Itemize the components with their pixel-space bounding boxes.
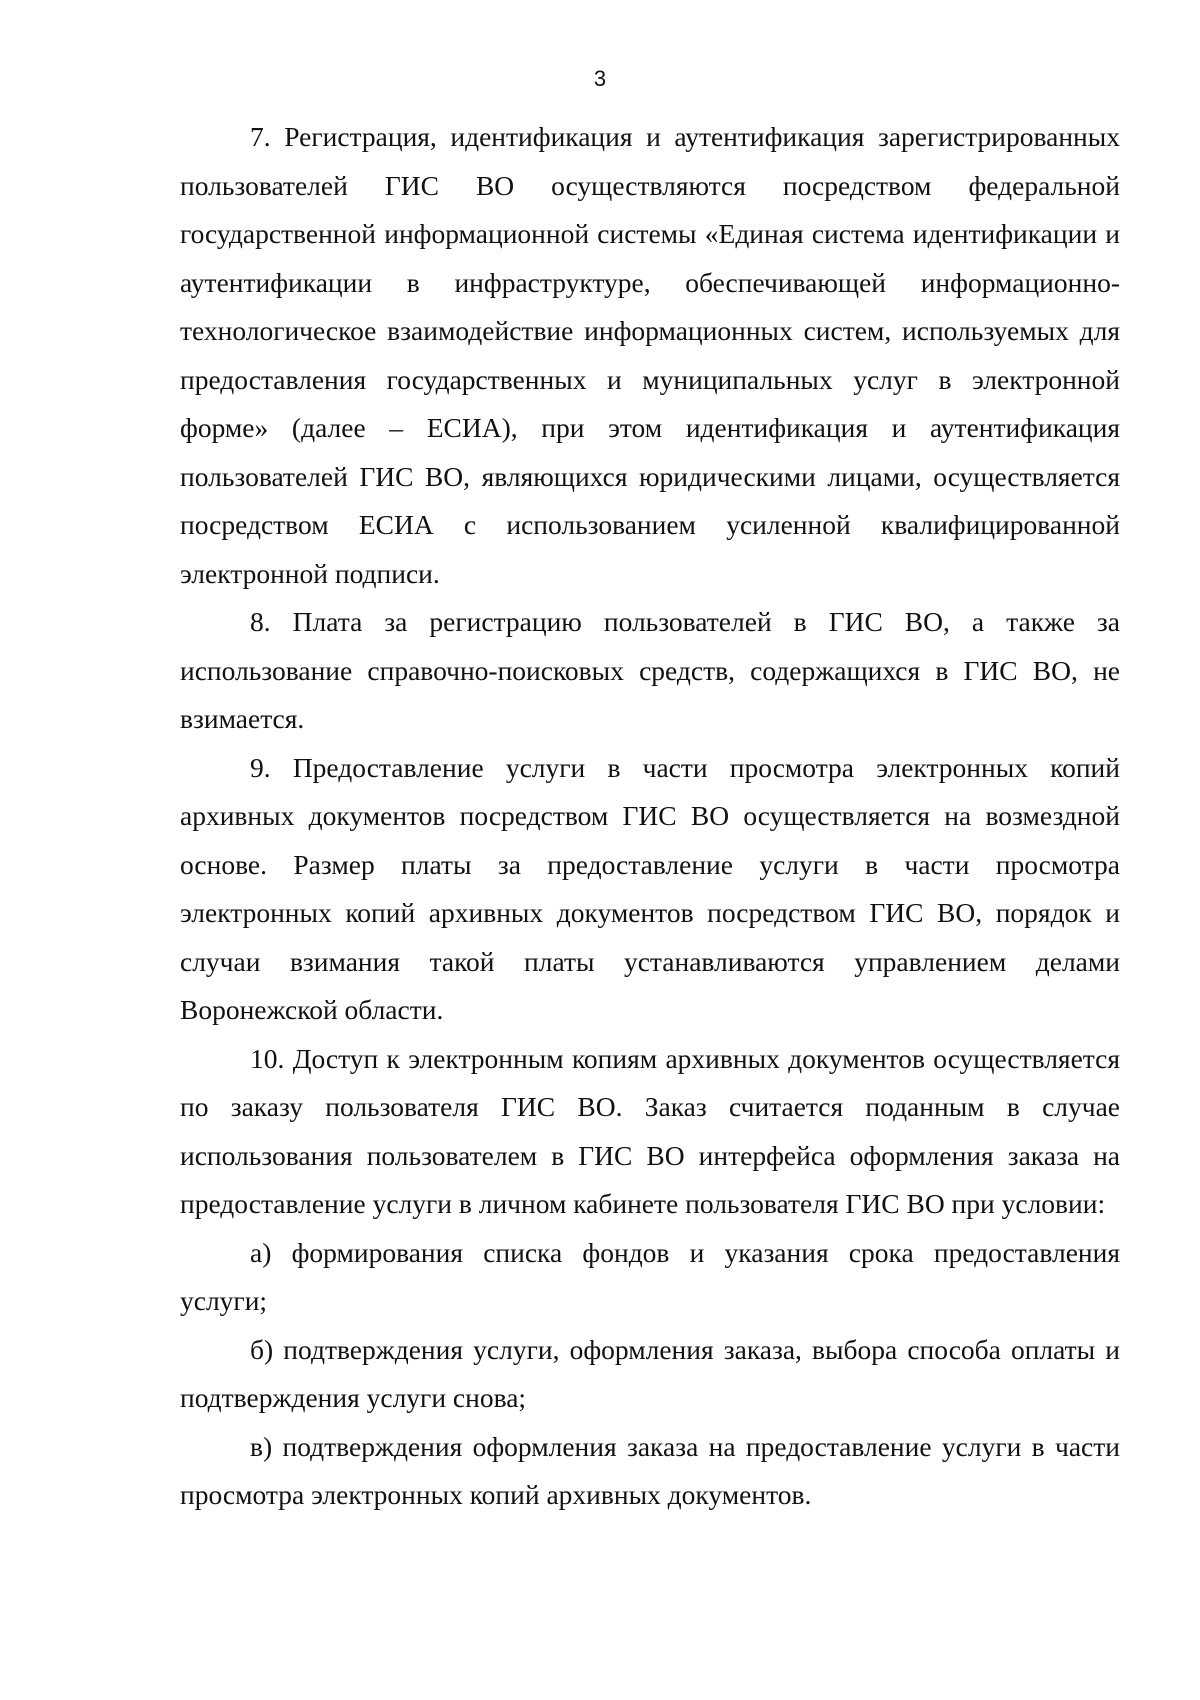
paragraph-8: 8. Плата за регистрацию пользователей в ГИС ВО, а также за использование справочно-поисковых средств, содержащихся в ГИС ВО, не взимается. <box>180 606 1120 734</box>
paragraph-7: 7. Регистрация, идентификация и аутентификация зарегистрированных пользователей ГИС ВО осуществляются посредством федеральной государственной информационной системы «Единая система идентификации и аутентификации в инфраструктуре, обеспечивающей информационно-технологическое взаимодействие информационных систем, используемых для предоставления государственных и муниципальных услуг в электронной форме» (далее – ЕСИА), при этом идентификация и аутентификация пользователей ГИС ВО, являющихся юридическими лицами, осуществляется посредством ЕСИА с использованием усиленной квалифицированной электронной подписи. <box>180 121 1120 589</box>
paragraph-9: 9. Предоставление услуги в части просмотра электронных копий архивных документов посредством ГИС ВО осуществляется на возмездной основе. Размер платы за предоставление услуги в части просмотра электронных копий архивных документов посредством ГИС ВО, порядок и случаи взимания такой платы устанавливаются управлением делами Воронежской области. <box>180 751 1120 1025</box>
document-body <box>180 113 1120 1520</box>
paragraph-10: 10. Доступ к электронным копиям архивных документов осуществляется по заказу пользователя ГИС ВО. Заказ считается поданным в случае использования пользователем в ГИС ВО интерфейса оформления заказа на предоставление услуги в личном кабинете пользователя ГИС ВО при условии: <box>180 1042 1120 1219</box>
paragraph-10-item-c: в) подтверждения оформления заказа на предоставление услуги в части просмотра электронных копий архивных документов. <box>180 1430 1120 1510</box>
paragraph-10-item-b: б) подтверждения услуги, оформления заказа, выбора способа оплаты и подтверждения услуги снова; <box>180 1333 1120 1413</box>
paragraph-10-item-a: а) формирования списка фондов и указания срока предоставления услуги; <box>180 1236 1120 1316</box>
page-number: 3 <box>593 66 607 91</box>
